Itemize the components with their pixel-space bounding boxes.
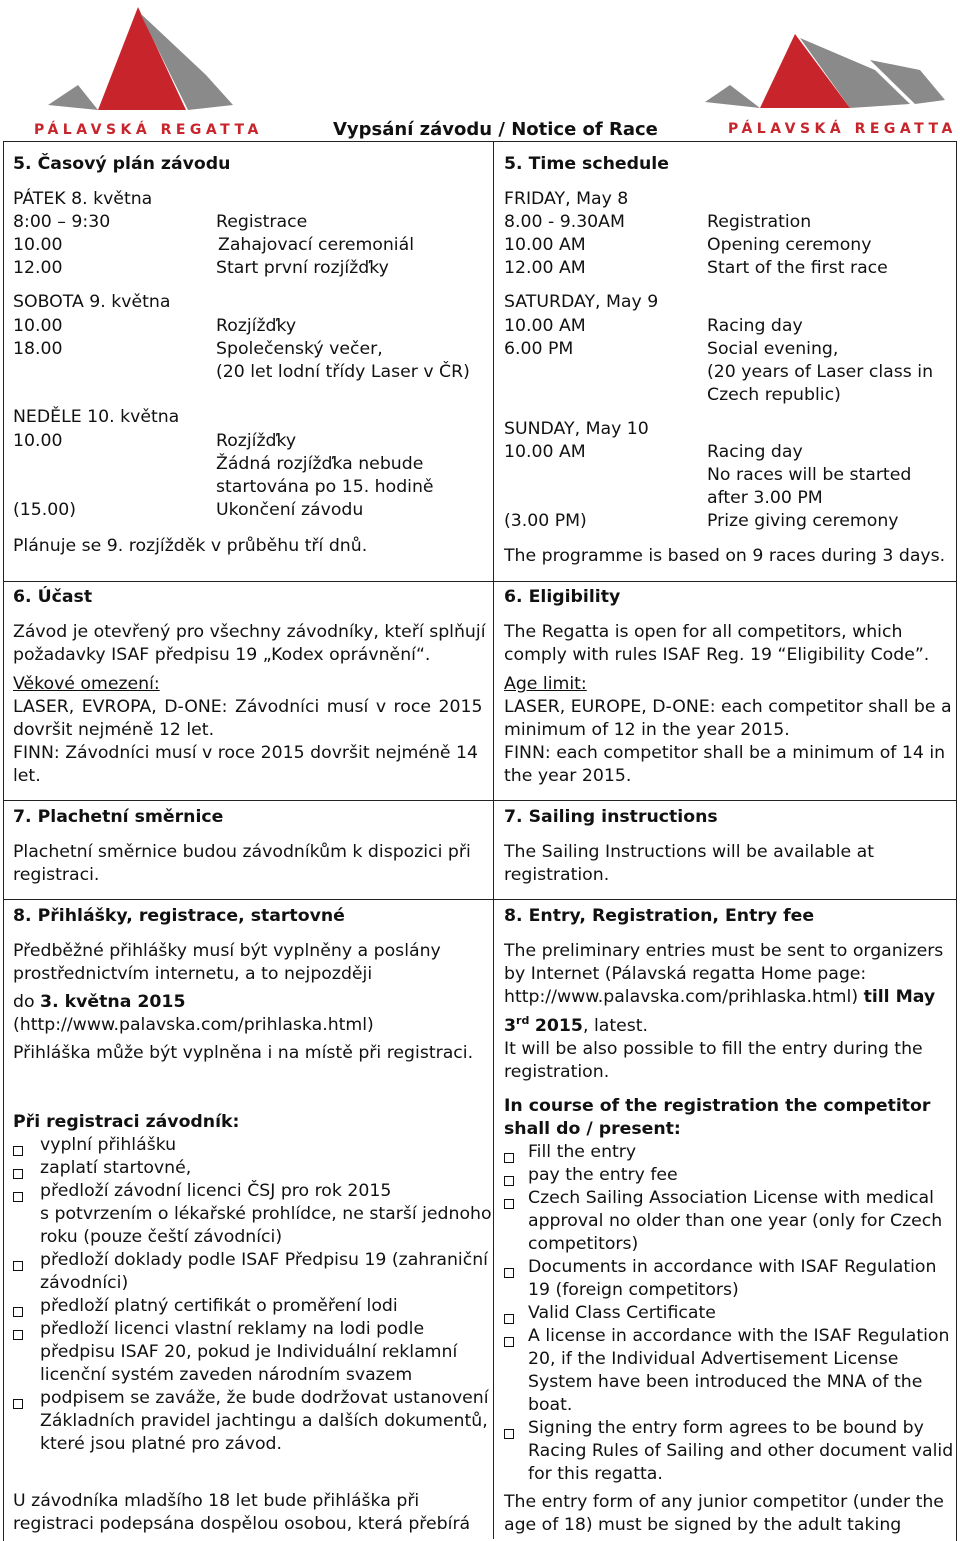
en-eligibility-text: comply with rules ISAF Reg. 19 “Eligibility Code”. — [504, 645, 930, 665]
cz-schedule-event-note: startována po 15. hodině — [216, 477, 434, 497]
checkbox-bullet-icon — [13, 1302, 25, 1325]
cz-schedule-event: Ukončení závodu — [216, 500, 364, 520]
en-schedule-event: Opening ceremony — [707, 235, 872, 255]
en-sailing-instructions-text: The Sailing Instructions will be available at — [504, 842, 874, 862]
cz-saturday-label: SOBOTA 9. května — [13, 292, 171, 312]
en-sunday-label: SUNDAY, May 10 — [504, 419, 649, 439]
regatta-logo-left — [28, 5, 263, 142]
en-schedule-time: 12.00 AM — [504, 258, 586, 278]
cz-age-limit-text: LASER, EVROPA, D-ONE: Závodníci musí v roce 2015 — [13, 697, 483, 717]
list-item-text: předloží doklady podle ISAF Předpisu 19 (zahraniční — [40, 1250, 488, 1270]
list-item-text: Valid Class Certificate — [528, 1303, 716, 1323]
en-schedule-event: Racing day — [707, 442, 803, 462]
checkbox-bullet-icon — [504, 1332, 516, 1355]
en-schedule-event-note: No races will be started — [707, 465, 912, 485]
cz-eligibility-text: požadavky ISAF předpisu 19 „Kodex oprávnění“. — [13, 645, 431, 665]
en-entry-url-line — [504, 986, 935, 1009]
checkbox-bullet-icon — [13, 1256, 25, 1279]
cz-schedule-event: Start první rozjížďky — [216, 258, 389, 278]
en-schedule-time: 10.00 AM — [504, 235, 586, 255]
cz-schedule-event-note: Žádná rozjížďka nebude — [216, 454, 424, 474]
cz-schedule-time: 10.00 — [13, 235, 63, 255]
en-schedule-time: 10.00 AM — [504, 442, 586, 462]
checkbox-bullet-icon — [13, 1325, 25, 1348]
en-schedule-event: Racing day — [707, 316, 803, 336]
checkbox-bullet-icon — [504, 1171, 516, 1194]
en-registration-title: shall do / present: — [504, 1119, 681, 1139]
checkbox-bullet-icon — [504, 1194, 516, 1217]
en-schedule-event: Start of the first race — [707, 258, 888, 278]
cz-sailing-instructions-text: Plachetní směrnice budou závodníkům k dispozici při — [13, 842, 471, 862]
en-deadline-year: 2015 — [534, 1015, 583, 1036]
list-item-text: Fill the entry — [528, 1142, 637, 1162]
list-item-text: boat. — [528, 1395, 573, 1415]
en-deadline-suffix: rd — [516, 1014, 530, 1027]
en-deadline-latest: , latest. — [582, 1015, 649, 1036]
cz-schedule-event: Registrace — [216, 212, 308, 232]
list-item-text: A license in accordance with the ISAF Regulation — [528, 1326, 950, 1346]
en-schedule-event-note: Czech republic) — [707, 385, 841, 405]
row-divider — [3, 800, 957, 801]
en-entry-text: registration. — [504, 1062, 610, 1082]
en-section-5-title: 5. Time schedule — [504, 154, 669, 174]
en-schedule-event: Registration — [707, 212, 812, 232]
cz-entry-text: Předběžné přihlášky musí být vyplněny a poslány — [13, 941, 441, 961]
en-registration-title: In course of the registration the competitor — [504, 1096, 931, 1116]
checkbox-bullet-icon — [13, 1187, 25, 1210]
list-item-text: předloží závodní licenci ČSJ pro rok 2015 — [40, 1181, 392, 1201]
column-divider — [493, 141, 494, 1539]
en-schedule-event-note: after 3.00 PM — [707, 488, 823, 508]
en-race-plan: The programme is based on 9 races during 3 days. — [504, 546, 946, 566]
cz-registration-title: Při registraci závodník: — [13, 1112, 240, 1132]
regatta-logo-right — [700, 30, 957, 137]
list-item-text: předpisu ISAF 20, pokud je Individuální reklamní — [40, 1342, 458, 1362]
en-schedule-time: (3.00 PM) — [504, 511, 587, 531]
en-sailing-instructions-text: registration. — [504, 865, 610, 885]
cz-schedule-event: Rozjížďky — [216, 431, 297, 451]
cz-section-8-title: 8. Přihlášky, registrace, startovné — [13, 906, 345, 926]
list-item-text: roku (pouze čeští závodníci) — [40, 1227, 283, 1247]
cz-age-limit-label: Věkové omezení: — [13, 674, 160, 694]
checkbox-bullet-icon — [504, 1148, 516, 1171]
cz-schedule-time: 10.00 — [13, 316, 63, 336]
list-item-text: for this regatta. — [528, 1464, 663, 1484]
en-eligibility-text: The Regatta is open for all competitors, which — [504, 622, 903, 642]
cz-section-6-title: 6. Účast — [13, 587, 93, 607]
en-deadline-day: 3 — [504, 1015, 517, 1036]
en-entry-deadline — [504, 1009, 648, 1038]
list-item-text: System have been introduced the MNA of the — [528, 1372, 923, 1392]
list-item-text: závodníci) — [40, 1273, 129, 1293]
checkbox-bullet-icon — [13, 1394, 25, 1417]
list-item-text: Racing Rules of Sailing and other document valid — [528, 1441, 954, 1461]
cz-section-7-title: 7. Plachetní směrnice — [13, 807, 224, 827]
sail-logo-icon — [700, 30, 950, 125]
list-item-text: 20, if the Individual Advertisement License — [528, 1349, 899, 1369]
en-finn-text: the year 2015. — [504, 766, 632, 786]
list-item-text: s potvrzením o lékařské prohlídce, ne starší jednoho — [40, 1204, 492, 1224]
en-saturday-label: SATURDAY, May 9 — [504, 292, 659, 312]
row-divider — [3, 581, 957, 582]
checkbox-bullet-icon — [504, 1424, 516, 1447]
en-junior-text: The entry form of any junior competitor (under the — [504, 1492, 944, 1512]
list-item-text: 19 (foreign competitors) — [528, 1280, 739, 1300]
list-item-text: předloží platný certifikát o proměření lodi — [40, 1296, 398, 1316]
en-section-6-title: 6. Eligibility — [504, 587, 621, 607]
cz-sailing-instructions-text: registraci. — [13, 865, 100, 885]
en-schedule-time: 10.00 AM — [504, 316, 586, 336]
checkbox-bullet-icon — [13, 1141, 25, 1164]
list-item-text: approval no older than one year (only for Czech — [528, 1211, 943, 1231]
en-age-limit-label: Age limit: — [504, 674, 587, 694]
cz-schedule-event: Zahajovací ceremoniál — [218, 235, 415, 255]
list-item-text: zaplatí startovné, — [40, 1158, 192, 1178]
cz-deadline-prefix: do — [13, 992, 35, 1012]
list-item-text: předloží licenci vlastní reklamy na lodi podle — [40, 1319, 425, 1339]
cz-entry-deadline — [13, 991, 185, 1014]
cz-schedule-time: 18.00 — [13, 339, 63, 359]
en-schedule-time: 6.00 PM — [504, 339, 574, 359]
row-divider — [3, 899, 957, 900]
list-item-text: Documents in accordance with ISAF Regulation — [528, 1257, 937, 1277]
list-item-text: Signing the entry form agrees to be bound by — [528, 1418, 924, 1438]
en-entry-text: by Internet (Pálavská regatta Home page: — [504, 964, 867, 984]
sail-logo-icon — [28, 5, 238, 135]
list-item-text: pay the entry fee — [528, 1165, 678, 1185]
checkbox-bullet-icon — [504, 1309, 516, 1332]
cz-deadline-date: 3. května 2015 — [40, 992, 186, 1012]
list-item-text: Základních pravidel jachtingu a dalších dokumentů, — [40, 1411, 488, 1431]
cz-schedule-event: Společenský večer, — [216, 339, 383, 359]
cz-entry-text: prostřednictvím internetu, a to nejpozději — [13, 964, 373, 984]
cz-friday-label: PÁTEK 8. května — [13, 189, 153, 209]
cz-section-5-title: 5. Časový plán závodu — [13, 154, 231, 174]
document-title: Vypsání závodu / Notice of Race — [333, 119, 658, 140]
en-age-limit-text: minimum of 12 in the year 2015. — [504, 720, 790, 740]
cz-schedule-time: 10.00 — [13, 431, 63, 451]
list-item-text: které jsou platné pro závod. — [40, 1434, 282, 1454]
list-item-text: vyplní přihlášku — [40, 1135, 177, 1155]
cz-race-plan: Plánuje se 9. rozjížděk v průběhu tří dnů. — [13, 536, 368, 556]
cz-sunday-label: NEDĚLE 10. května — [13, 407, 180, 427]
cz-schedule-time: (15.00) — [13, 500, 76, 520]
list-item-text: podpisem se zaváže, že bude dodržovat ustanovení — [40, 1388, 489, 1408]
list-item-text: Czech Sailing Association License with medical — [528, 1188, 934, 1208]
cz-schedule-time: 12.00 — [13, 258, 63, 278]
en-finn-text: FINN: each competitor shall be a minimum of 14 in — [504, 743, 946, 763]
logo-text: PÁLAVSKÁ REGATTA — [728, 121, 957, 137]
en-section-8-title: 8. Entry, Registration, Entry fee — [504, 906, 815, 926]
en-friday-label: FRIDAY, May 8 — [504, 189, 629, 209]
en-schedule-time: 8.00 - 9.30AM — [504, 212, 625, 232]
en-schedule-event: Prize giving ceremony — [707, 511, 899, 531]
cz-schedule-event: Rozjížďky — [216, 316, 297, 336]
en-deadline-prefix: till May — [863, 987, 936, 1007]
cz-entry-url: (http://www.palavska.com/prihlaska.html) — [13, 1015, 374, 1035]
cz-schedule-event-note: (20 let lodní třídy Laser v ČR) — [216, 362, 470, 382]
en-entry-text: It will be also possible to fill the entry during the — [504, 1039, 923, 1059]
list-item-text: competitors) — [528, 1234, 639, 1254]
cz-age-limit-text: dovršit nejméně 12 let. — [13, 720, 215, 740]
en-entry-text: The preliminary entries must be sent to organizers — [504, 941, 944, 961]
en-schedule-event: Social evening, — [707, 339, 839, 359]
cz-junior-text: registraci podepsána dospělou osobou, která přebírá — [13, 1514, 471, 1534]
en-entry-url: http://www.palavska.com/prihlaska.html) — [504, 987, 859, 1007]
logo-text: PÁLAVSKÁ REGATTA — [34, 122, 263, 138]
checkbox-bullet-icon — [13, 1164, 25, 1187]
en-schedule-event-note: (20 years of Laser class in — [707, 362, 934, 382]
cz-entry-text: Přihláška může být vyplněna i na místě při registraci. — [13, 1043, 474, 1063]
cz-junior-text: U závodníka mladšího 18 let bude přihláška při — [13, 1491, 420, 1511]
checkbox-bullet-icon — [504, 1263, 516, 1286]
en-junior-text: age of 18) must be signed by the adult taking — [504, 1515, 902, 1535]
en-age-limit-text: LASER, EUROPE, D-ONE: each competitor shall be a — [504, 697, 952, 717]
en-section-7-title: 7. Sailing instructions — [504, 807, 718, 827]
cz-schedule-time: 8:00 – 9:30 — [13, 212, 111, 232]
cz-eligibility-text: Závod je otevřený pro všechny závodníky, kteří splňují — [13, 622, 486, 642]
cz-finn-text: let. — [13, 766, 41, 786]
cz-finn-text: FINN: Závodníci musí v roce 2015 dovršit nejméně 14 — [13, 743, 479, 763]
list-item-text: licenční systém zaveden národním svazem — [40, 1365, 413, 1385]
